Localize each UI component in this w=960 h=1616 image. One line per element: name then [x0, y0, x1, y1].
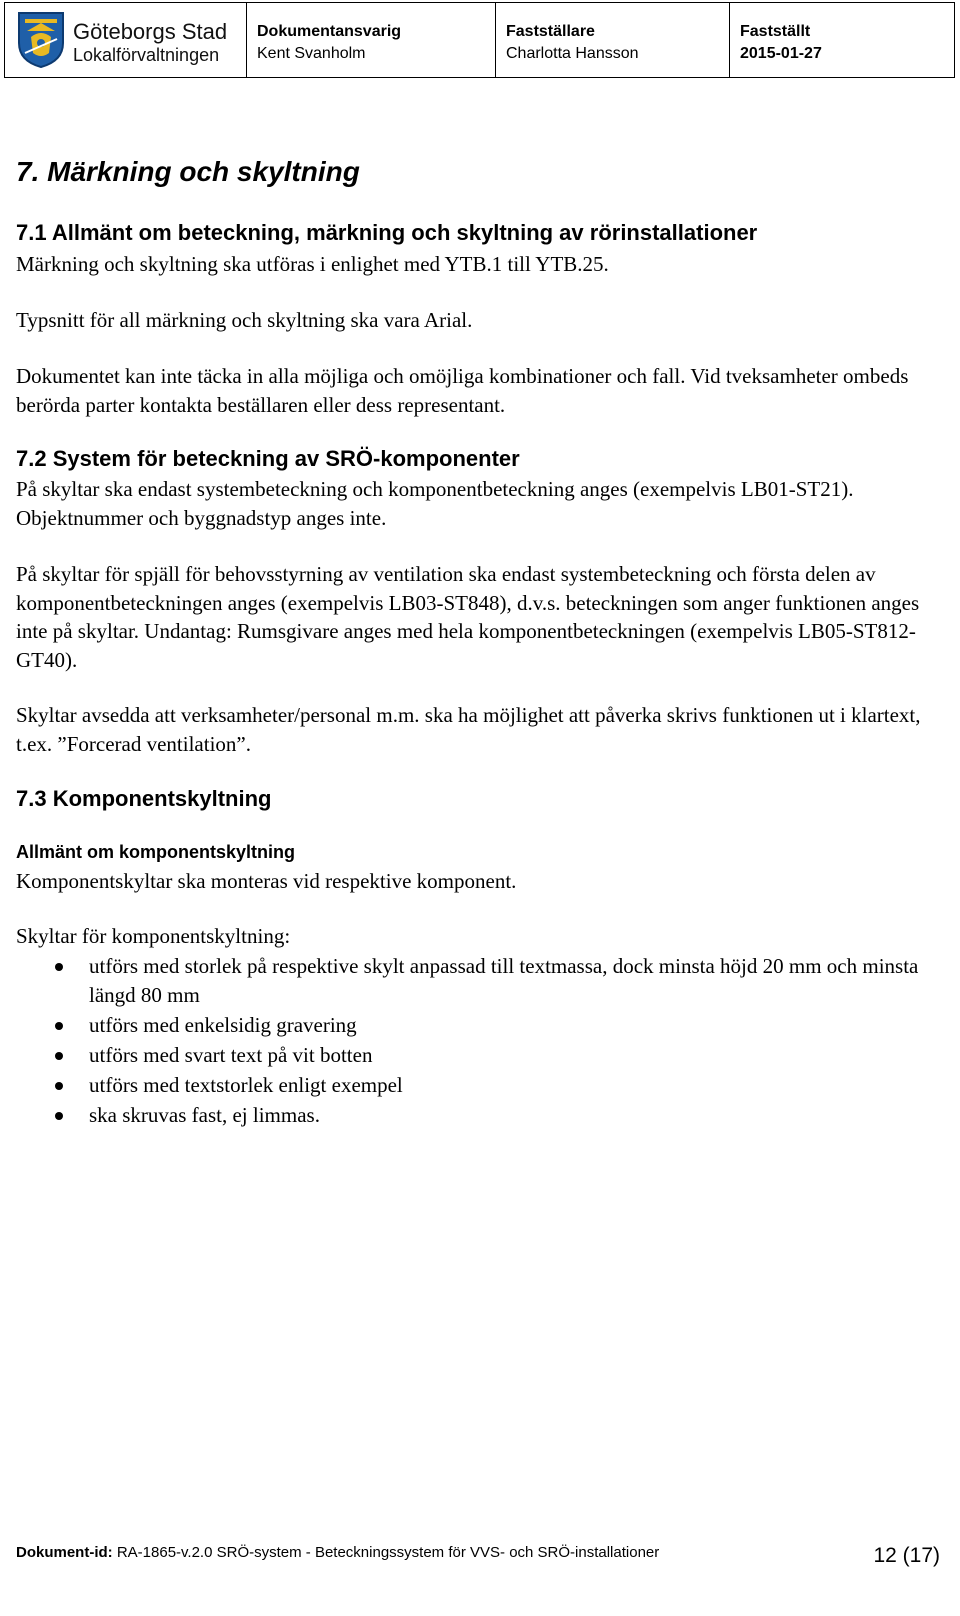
header-logo-cell	[5, 3, 247, 77]
header-approver-cell	[496, 3, 730, 77]
page-number: 12 (17)	[873, 1544, 940, 1567]
list-item-text: utförs med storlek på respektive skylt anpassad till textmassa, dock minsta höjd 20 mm och minsta längd 80 mm	[89, 954, 919, 1007]
bullet-list	[16, 952, 941, 1131]
header-doc-owner-cell	[247, 3, 496, 77]
doc-owner-value: Kent Svanholm	[257, 45, 366, 62]
bullet-icon	[55, 1052, 63, 1060]
list-item	[16, 952, 941, 1009]
section-7-3-paragraph-1: Komponentskyltar ska monteras vid respektive komponent.	[16, 869, 517, 893]
logo-line2: Lokalförvaltningen	[73, 45, 220, 65]
section-7-1-title: 7.1 Allmänt om beteckning, märkning och skyltning av rörinstallationer	[16, 220, 758, 245]
section-7-1-paragraph-2: Typsnitt för all märkning och skyltning ska vara Arial.	[16, 308, 473, 332]
city-crest-icon	[15, 9, 67, 69]
logo-line1: Göteborgs Stad	[73, 19, 228, 44]
bullet-icon	[55, 1082, 63, 1090]
section-7-3-title: 7.3 Komponentskyltning	[16, 786, 272, 811]
list-item-text: ska skruvas fast, ej limmas.	[89, 1102, 320, 1127]
approver-label: Fastställare	[506, 23, 595, 40]
header-approved-cell	[730, 3, 954, 77]
document-header	[4, 2, 955, 78]
chapter-title: 7. Märkning och skyltning	[16, 156, 360, 187]
approved-label: Fastställt	[740, 23, 811, 40]
document-id-label: Dokument-id:	[16, 1544, 113, 1561]
section-7-2-paragraph-2: På skyltar för spjäll för behovsstyrning av ventilation ska endast systembeteckning och första delen av komponentbeteckningen anges (exempelvis LB03-ST848), d.v.s. beteckningen som anger funktionen anges inte på skyltar. Undantag: Rumsgivare anges med hela komponentbeteckningen (exempelvis LB05-ST812-GT40).	[16, 562, 920, 672]
section-7-1-paragraph-1: Märkning och skyltning ska utföras i enlighet med YTB.1 till YTB.25.	[16, 252, 609, 276]
section-7-2-title: 7.2 System för beteckning av SRÖ-komponenter	[16, 446, 520, 471]
list-item-text: utförs med svart text på vit botten	[89, 1042, 373, 1067]
list-item	[16, 1101, 941, 1130]
list-item-text: utförs med textstorlek enligt exempel	[89, 1072, 403, 1097]
section-7-1-paragraph-3: Dokumentet kan inte täcka in alla möjliga och omöjliga kombinationer och fall. Vid tveksamheter ombeds berörda parter kontakta beställaren eller dess representant.	[16, 364, 909, 417]
list-item	[16, 1071, 941, 1100]
list-item	[16, 1041, 941, 1070]
list-item	[16, 1011, 941, 1040]
doc-owner-label: Dokumentansvarig	[257, 23, 402, 40]
section-7-3-paragraph-2: Skyltar för komponentskyltning:	[16, 924, 291, 948]
document-id	[16, 1544, 659, 1561]
bullet-icon	[55, 963, 63, 971]
section-7-2-paragraph-3: Skyltar avsedda att verksamheter/personal m.m. ska ha möjlighet att påverka skrivs funktionen ut i klartext, t.ex. ”Forcerad ventilation”.	[16, 703, 921, 756]
approved-date: 2015-01-27	[740, 45, 822, 62]
document-id-text: RA-1865-v.2.0 SRÖ-system - Beteckningssystem för VVS- och SRÖ-installationer	[116, 1544, 660, 1561]
approver-value: Charlotta Hansson	[506, 45, 639, 62]
bullet-icon	[55, 1112, 63, 1120]
section-7-2-paragraph-1: På skyltar ska endast systembeteckning och komponentbeteckning anges (exempelvis LB01-ST21). Objektnummer och byggnadstyp anges inte.	[16, 477, 854, 530]
bullet-icon	[55, 1022, 63, 1030]
document-footer	[16, 1540, 940, 1572]
list-item-text: utförs med enkelsidig gravering	[89, 1012, 357, 1037]
section-7-3-subheading: Allmänt om komponentskyltning	[16, 842, 296, 862]
